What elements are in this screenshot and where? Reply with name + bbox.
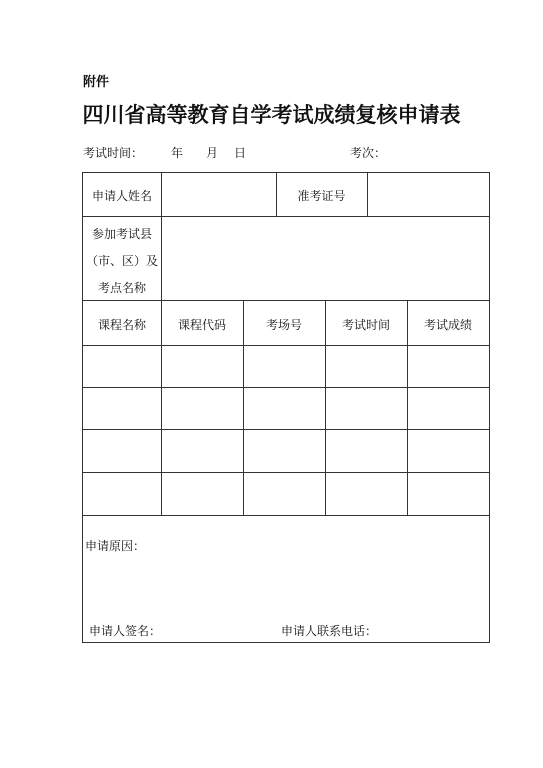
attachment-label: 附件 xyxy=(83,75,110,90)
column-header-exam-time: 考试时间 xyxy=(341,318,390,332)
exam-location-label-line2: （市、区）及 xyxy=(85,254,158,268)
exam-time-label: 考试时间： xyxy=(83,146,144,160)
exam-location-label-line1: 参加考试县 xyxy=(91,227,152,241)
day-label: 日 xyxy=(234,146,247,160)
row-divider xyxy=(83,429,489,430)
signature-label: 申请人签名： xyxy=(89,624,162,638)
form-title: 四川省高等教育自学考试成绩复核申请表 xyxy=(82,102,461,127)
column-header-course-code: 课程代码 xyxy=(177,318,226,332)
exam-session-label: 考次： xyxy=(350,146,387,160)
row-divider xyxy=(83,300,489,301)
applicant-name-label: 申请人姓名 xyxy=(91,189,152,203)
exam-location-field[interactable] xyxy=(162,217,489,300)
row-divider xyxy=(83,472,489,473)
phone-label: 申请人联系电话： xyxy=(281,624,378,638)
row-divider xyxy=(83,387,489,388)
column-header-exam-room: 考场号 xyxy=(265,318,302,332)
month-label: 月 xyxy=(206,146,219,160)
reason-label: 申请原因： xyxy=(85,539,146,553)
admission-ticket-field[interactable] xyxy=(368,173,489,216)
row-divider xyxy=(83,345,489,346)
admission-ticket-label: 准考证号 xyxy=(297,189,346,203)
applicant-name-field[interactable] xyxy=(162,173,276,216)
year-label: 年 xyxy=(171,146,184,160)
exam-location-label-line3: 考点名称 xyxy=(97,281,146,295)
column-header-course-name: 课程名称 xyxy=(97,318,146,332)
application-form-table xyxy=(82,172,490,643)
column-header-exam-score: 考试成绩 xyxy=(423,318,472,332)
row-divider xyxy=(83,515,489,516)
